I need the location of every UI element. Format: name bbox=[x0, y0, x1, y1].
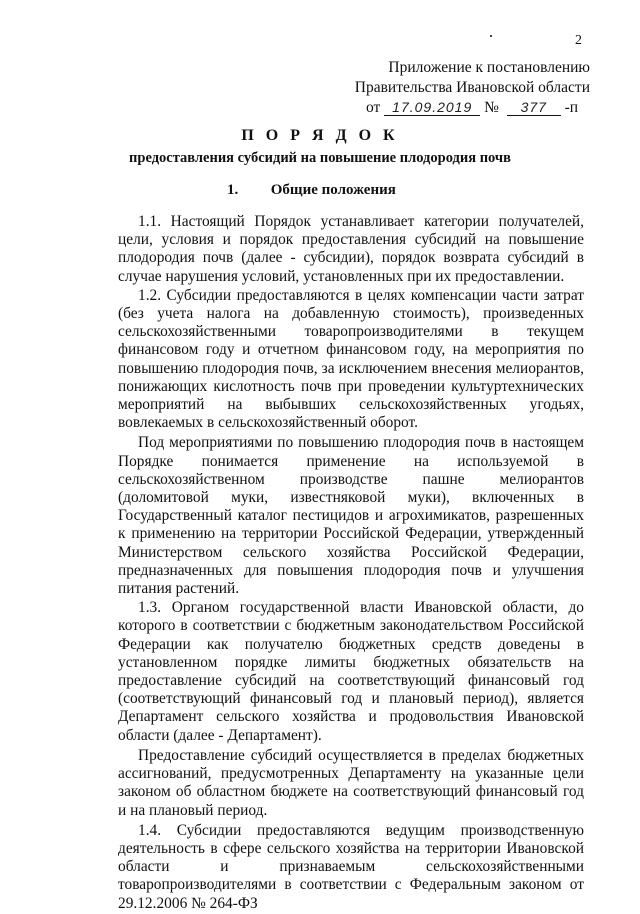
section-number: 1. bbox=[227, 182, 239, 198]
appendix-line-2: Правительства Ивановской области bbox=[354, 79, 590, 96]
paragraph-1-2: 1.2. Субсидии предоставляются в целях компенсации части затрат (без учета налога на добавленную стоимость), произведенных сельскохозяйственными товаропроизводителями в текущем финансовом году и отчетном финансовом году, на мероприятия по повышению плодородия почв, за исключением внесения мелиорантов, понижающих кислотность почв при проведении культуртехнических мероприятий на выбывших сельскохозяйственных угодьях, вовлекаемых в сельскохозяйственный оборот. bbox=[118, 286, 584, 432]
number-suffix: -п bbox=[564, 99, 579, 116]
document-title: П О Р Я Д О К bbox=[241, 127, 399, 144]
document-body bbox=[118, 213, 584, 914]
document-subtitle: предоставления субсидий на повышение плодородия почв bbox=[129, 150, 511, 166]
paragraph-1-2-cont: Под мероприятиями по повышению плодородия почв в настоящем Порядке понимается применение на используемой в сельскохозяйственном производстве пашне мелиорантов (доломитовой муки, известняковой муки), включенных в Государственный каталог пестицидов и агрохимикатов, разрешенных к применению на территории Российской Федерации, утвержденный Министерством сельского хозяйства Российской Федерации, предназначенных для повышения плодородия почв и улучшения питания растений. bbox=[118, 434, 584, 598]
paragraph-1-1: 1.1. Настоящий Порядок устанавливает категории получателей, цели, условия и порядок предоставления субсидий на повышение плодородия почв (далее - субсидии), порядок возврата субсидий в случае нарушения условий, установленных при их предоставлении. bbox=[118, 213, 584, 285]
appendix-header bbox=[350, 58, 590, 118]
paragraph-1-3: 1.3. Органом государственной власти Ивановской области, до которого в соответствии с бюджетным законодательством Российской Федерации как получателю бюджетных средств доведены в установленном порядке лимиты бюджетных обязательств на предоставление субсидий на соответствующий финансовый год (соответствующий финансовый год и плановый период), является Департамент сельского хозяйства и продовольствия Ивановской области (далее - Департамент). bbox=[118, 599, 584, 744]
scan-speck bbox=[490, 35, 492, 37]
page-number: 2 bbox=[575, 33, 582, 48]
section-title: Общие положения bbox=[270, 182, 396, 198]
appendix-date-line bbox=[350, 98, 590, 118]
appendix-line-1: Приложение к постановлению bbox=[388, 59, 590, 76]
from-prefix: от bbox=[366, 99, 381, 116]
number-sign: № bbox=[484, 99, 499, 116]
section-heading bbox=[227, 182, 396, 199]
paragraph-1-3-cont: Предоставление субсидий осуществляется в пределах бюджетных ассигнований, предусмотренных Департаменту на указанные цели законом об областном бюджете на соответствующий финансовый год и на плановый период. bbox=[118, 746, 584, 819]
handwritten-number: 377 bbox=[507, 99, 561, 116]
handwritten-date: 17.09.2019 bbox=[384, 99, 480, 116]
paragraph-1-4: 1.4. Субсидии предоставляются ведущим производственную деятельность в сфере сельского хозяйства на территории Ивановской области и признаваемым сельскохозяйственными товаропроизводителями в соответствии с Федеральным законом от 29.12.2006 № 264-ФЗ bbox=[118, 821, 584, 912]
